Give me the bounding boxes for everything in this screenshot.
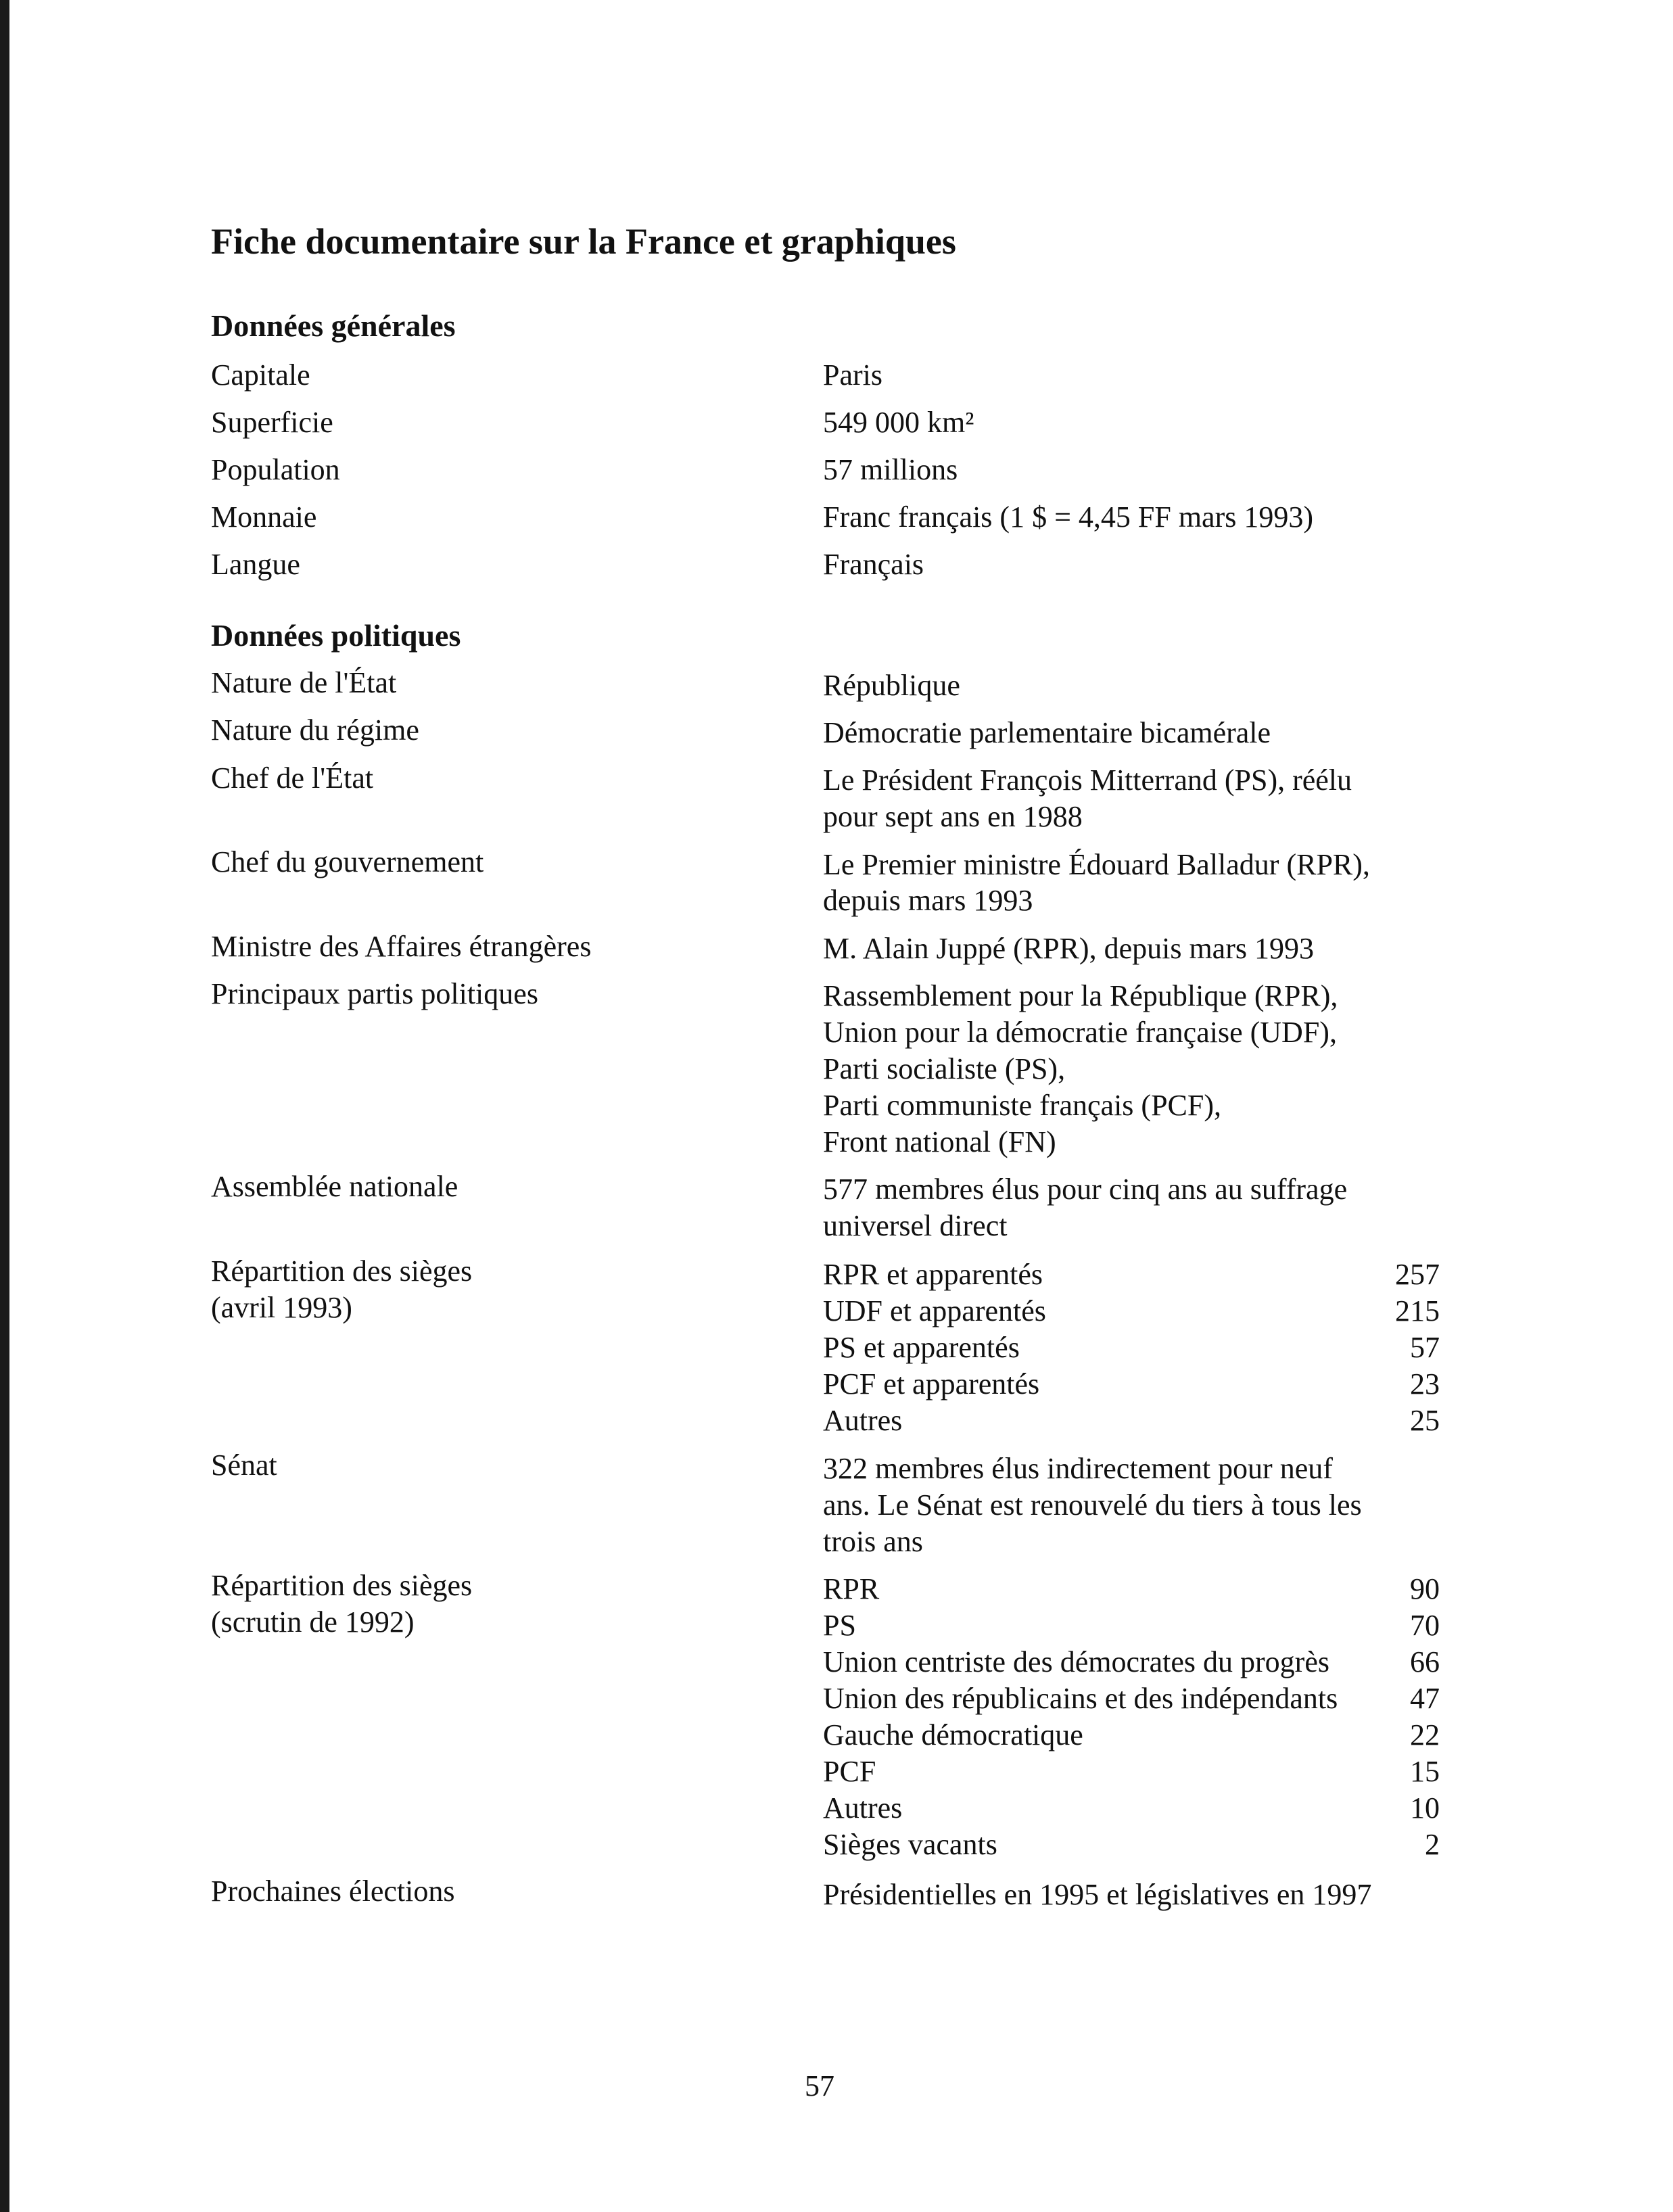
seat-count: 57: [1410, 1331, 1440, 1364]
seat-row: [823, 1644, 1440, 1680]
party-name: Union centriste des démocrates du progrès: [823, 1645, 1329, 1678]
party-name: Autres: [823, 1791, 903, 1825]
seat-row: [823, 1754, 1440, 1790]
seat-count: 47: [1410, 1682, 1440, 1715]
value-partis-line-4: Parti communiste français (PCF),: [823, 1089, 1222, 1122]
page-number: 57: [805, 2069, 834, 2102]
seat-count: 10: [1410, 1791, 1440, 1825]
party-name: PS et apparentés: [823, 1331, 1020, 1364]
label-repartition-senat-line-2: (scrutin de 1992): [211, 1605, 415, 1639]
label-superficie: Superficie: [211, 406, 333, 439]
value-ministre: M. Alain Juppé (RPR), depuis mars 1993: [823, 932, 1314, 965]
label-nature-etat: Nature de l'État: [211, 666, 397, 699]
label-langue: Langue: [211, 548, 300, 581]
seat-row: [823, 1329, 1440, 1366]
value-elections: Présidentielles en 1995 et législatives en 1997: [823, 1878, 1372, 1911]
value-chef-etat-line-1: Le Président François Mitterrand (PS), réélu: [823, 763, 1352, 797]
value-nature-etat: République: [823, 669, 960, 702]
label-chef-gouvernement: Chef du gouvernement: [211, 845, 484, 878]
seat-count: 215: [1395, 1294, 1440, 1327]
section-heading-general: Données générales: [211, 308, 456, 343]
label-ministre: Ministre des Affaires étrangères: [211, 930, 592, 963]
party-name: Union des républicains et des indépendants: [823, 1682, 1338, 1715]
value-partis-line-2: Union pour la démocratie française (UDF),: [823, 1016, 1337, 1049]
party-name: Sièges vacants: [823, 1828, 997, 1861]
value-nature-regime: Démocratie parlementaire bicamérale: [823, 716, 1271, 749]
value-partis-line-1: Rassemblement pour la République (RPR),: [823, 979, 1338, 1012]
label-senat: Sénat: [211, 1449, 277, 1482]
party-name: PCF: [823, 1755, 876, 1788]
party-name: RPR: [823, 1572, 880, 1605]
party-name: PCF et apparentés: [823, 1367, 1040, 1401]
seat-row: [823, 1607, 1440, 1644]
seat-count: 22: [1410, 1718, 1440, 1751]
value-monnaie: Franc français (1 $ = 4,45 FF mars 1993): [823, 500, 1314, 534]
seat-count: 257: [1395, 1258, 1440, 1291]
value-senat-line-3: trois ans: [823, 1525, 923, 1558]
value-partis-line-3: Parti socialiste (PS),: [823, 1052, 1066, 1085]
label-repartition-an-line-1: Répartition des sièges: [211, 1254, 473, 1288]
seat-row: [823, 1366, 1440, 1403]
label-elections: Prochaines élections: [211, 1875, 455, 1908]
value-senat-line-2: ans. Le Sénat est renouvelé du tiers à tous les: [823, 1488, 1362, 1522]
seat-count: 23: [1410, 1367, 1440, 1401]
seat-count: 70: [1410, 1609, 1440, 1642]
seat-row: [823, 1571, 1440, 1607]
label-nature-regime: Nature du régime: [211, 713, 419, 747]
seat-row: [823, 1717, 1440, 1754]
seat-row: [823, 1790, 1440, 1827]
party-name: PS: [823, 1609, 856, 1642]
value-chef-gouvernement-line-2: depuis mars 1993: [823, 884, 1033, 917]
value-chef-gouvernement-line-1: Le Premier ministre Édouard Balladur (RPR),: [823, 848, 1370, 881]
value-population: 57 millions: [823, 453, 958, 486]
label-repartition-an-line-2: (avril 1993): [211, 1291, 352, 1324]
label-population: Population: [211, 453, 340, 486]
seat-count: 90: [1410, 1572, 1440, 1605]
seat-count: 25: [1410, 1404, 1440, 1437]
label-chef-etat: Chef de l'État: [211, 761, 374, 795]
party-name: RPR et apparentés: [823, 1258, 1043, 1291]
value-capitale: Paris: [823, 358, 882, 392]
seat-row: [823, 1403, 1440, 1439]
label-capitale: Capitale: [211, 358, 310, 392]
label-repartition-senat-line-1: Répartition des sièges: [211, 1569, 473, 1602]
value-assemblee-line-1: 577 membres élus pour cinq ans au suffrage: [823, 1173, 1348, 1206]
page-title: Fiche documentaire sur la France et graphiques: [211, 221, 956, 262]
label-partis: Principaux partis politiques: [211, 977, 538, 1010]
value-senat-line-1: 322 membres élus indirectement pour neuf: [823, 1452, 1333, 1485]
value-assemblee-line-2: universel direct: [823, 1209, 1008, 1242]
seat-count: 66: [1410, 1645, 1440, 1678]
seat-row: [823, 1293, 1440, 1329]
value-partis-line-5: Front national (FN): [823, 1125, 1056, 1158]
seat-row: [823, 1256, 1440, 1293]
value-chef-etat-line-2: pour sept ans en 1988: [823, 800, 1083, 833]
party-name: Autres: [823, 1404, 903, 1437]
value-langue: Français: [823, 548, 924, 581]
seat-count: 2: [1425, 1828, 1440, 1861]
party-name: Gauche démocratique: [823, 1718, 1083, 1751]
seat-count: 15: [1410, 1755, 1440, 1788]
label-monnaie: Monnaie: [211, 500, 317, 534]
seat-row: [823, 1827, 1440, 1863]
section-heading-political: Données politiques: [211, 618, 461, 653]
label-assemblee: Assemblée nationale: [211, 1170, 458, 1203]
party-name: UDF et apparentés: [823, 1294, 1046, 1327]
seat-row: [823, 1680, 1440, 1717]
value-superficie: 549 000 km²: [823, 406, 974, 439]
